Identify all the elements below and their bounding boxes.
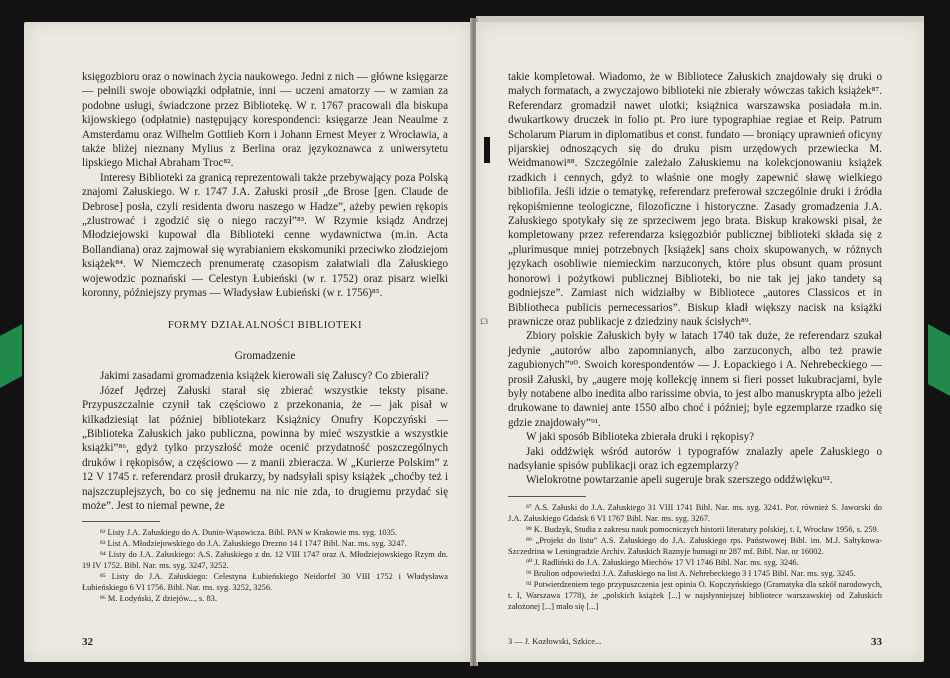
green-edge-left — [0, 324, 22, 388]
gutter-note: £3 — [480, 317, 488, 326]
left-paragraph-1: księgozbioru oraz o nowinach życia naukowego. Jedni z nich — główne księgarze — pełnili swoje obowiązki odpłatnie, inni — uczeni amatorzy — w zamian za podobne usługi, świadczone przez Bibliotekę. W r. 1767 pracowali dla biskupa kijowskiego (odpłatnie) następujący korespondenci: księgarze Jean Neaulme z Amsterdamu oraz Wilhelm Gottlieb Korn i Johann Ernest Meyer z Wrocławia, a także bliżej nieznany Mylius z Berlina oraz językoznawca z uniwersytetu lipskiego Michał Abraham Troc⁸². — [82, 71, 448, 170]
green-edge-right — [928, 324, 950, 396]
footnote-85: ⁸⁵ Listy do J.A. Załuskiego: Celestyna Łubieńskiego Neidorfel 30 VIII 1752 i Władysława Łubieńskiego 6 VI 1756. Bibl. Nar. ms. syg. 3252, 3256. — [82, 572, 448, 593]
footnote-90: ⁹⁰ J. Radliński do J.A. Załuskiego Miechów 17 VI 1746 Bibl. Nar. ms. syg. 3246. — [526, 557, 799, 567]
footnote-82: ⁸² Listy J.A. Załuskiego do A. Dunin-Wąsowicza. Bibl. PAN w Krakowie ms. syg. 1035. — [100, 528, 398, 538]
left-paragraph-2: Interesy Biblioteki za granicą reprezentowali także przebywający poza Polską znajomi Załuskiego. W r. 1747 J.A. Załuski prosił „de Brose [gen. Claude de Debrose] posła, czyli residenta dworu naszego w Hadze”, ażeby pewien rękopis „zlustrować i zgodzić się o niego raczył”⁸³. W Rzymie ksiądz Andrzej Młodziejowski kupował dla Biblioteki cenne wydawnictwa (m.in. Acta Bollandiana) oraz zajmował się wyrabianiem ekskomuniki przeciwko złodziejom książek⁸⁴. W Niemczech prenumeratę czasopism załatwiali dla Załuskiego wojewodzic poznański — Celestyn Łubieński (w r. 1752) oraz pisarz wielki koronny, późniejszy prymas — Władysław Łubieński (w r. 1756)⁸⁵. — [82, 171, 448, 300]
footnote-rule — [82, 521, 160, 522]
subsection-title: Gromadzenie — [234, 349, 296, 362]
left-paragraph-4: Józef Jędrzej Załuski starał się zbierać wszystkie teksty pisane. Przypuszczalnie czynił tak częściowo z przekonania, że — jak pisał w kilkadziesiąt lat później bibliotekarz Książnicy Onufry Kopczyński — „Biblioteka Załuskich jako publiczna, powinna by mieć wszystkie a wszystkie książki”⁸⁶, gdyż tylko przyszłość może ocenić przydatność poszczególnych druków i rękopisów, a częściowo — z manii zbieracza. W „Kurierze Polskim” z 12 V 1745 r. referendarz prosił drukarzy, by nadsyłali spisy książek „choćby też i najszczuplejszych, bo co się jednemu na nic nie zda, to drugiemu przydać się może”. Jest to niemal pewne, że — [82, 384, 448, 512]
section-title: FORMY DZIAŁALNOŚCI BIBLIOTEKI — [167, 319, 363, 331]
right-paragraph-3: W jaki sposób Biblioteka zbierała druki i rękopisy? — [526, 431, 755, 444]
footnote-rule — [508, 496, 586, 497]
left-text-column — [82, 70, 448, 604]
footnote-83: ⁸³ List A. Młodziejowskiego do J.A. Załuskiego Drezno 14 I 1747 Bibl. Nar. ms. syg. 3247. — [100, 539, 407, 549]
left-page — [24, 22, 472, 662]
right-footnotes — [508, 502, 882, 612]
footnote-91: ⁹¹ Brulion odpowiedzi J.A. Załuskiego na list A. Nehrebeckiego 3 I 1745 Bibl. Nar. ms. syg. 3245. — [526, 568, 856, 578]
footnote-89: ⁸⁹ „Projekt do listu” A.S. Załuskiego do J.A. Załuskiego rps. Państwowej Bibl. im. M.J. Sałtykowa-Szczedrina w Leningradzie Archiv. Załuskich Raznyje bumagi nr 287 mf. Bibl. Nar. nr 16002. — [508, 535, 882, 556]
right-paragraph-5: Wielokrotne powtarzanie apeli sugeruje brak szerszego oddźwięku⁹². — [526, 474, 833, 487]
right-page — [476, 22, 924, 662]
right-paragraph-4: Jaki oddźwięk wśród autorów i typografów znalazły apele Załuskiego o nadsyłanie spisów publikacji oraz ich egzemplarzy? — [508, 445, 882, 472]
right-paragraph-1: takie kompletował. Wiadomo, że w Bibliotece Załuskich znajdowały się druki o małych formatach, a zwyczajowo biblioteki nie zbierały wówczas takich książek⁸⁷. Referendarz gromadził nawet ulotki; książnica warszawska posiadała m.in. dwukartkowy druczek in folio pt. Pro iure typographiae regiae et Reip. Patrum Scholarum Piarum in diplomatibus et const. fundato — broniący uprawnień oficyny pijarskiej odnoszących się do druku pism urzędowych przewiecka M. Weidmanowi⁸⁸. Szczególnie zależało Załuskiemu na kolekcjonowaniu książek rzadkich i cennych, gdyż to właśnie one mogły zapewnić sławę wielkiego bibliofila. Jeśli idzie o tematykę, referendarz preferował szczególnie druki i źródła rękopiśmienne teologiczne, filozoficzne i historyczne. Zasady gromadzenia J.A. Załuskiego spotykały się ze sprzeciwem jego brata. Biskup krakowski pisał, że kompletowany przez referendarza księgozbiór publicznej biblioteki składa się z „plurimusque mniej potrzebnych [książek] sans choix skupowanych, w różnych językach osobliwie niemieckim narzuconych, które plus obsunt quam prosunt honorowi i pożytkowi publicznej Biblioteki, bo nie tak jej jako tandety są godniejsze”. Zamiast nich widziałby w Bibliotece „autores Classicos et in Bibliotheca publicis pernecessarios”. Biskup kładł większy nacisk na książki prawnicze oraz publikacje z dziedziny nauk ścisłych⁸⁹. — [508, 71, 882, 328]
footnote-84: ⁸⁴ Listy do J.A. Załuskiego: A.S. Załuskiego z dn. 12 VIII 1747 oraz A. Młodziejowskiego Rzym dn. 19 IV 1752. Bibl. Nar. ms. syg. 3247, 3252. — [82, 550, 448, 571]
footnote-86: ⁸⁶ M. Łodyński, Z dziejów..., s. 83. — [100, 594, 217, 604]
page-number-left: 32 — [82, 636, 93, 648]
page-number-right: 33 — [871, 636, 882, 648]
margin-mark — [484, 137, 490, 163]
left-paragraph-3: Jakimi zasadami gromadzenia książek kierowali się Załuscy? Co zbierali? — [100, 370, 429, 383]
left-footnotes — [82, 527, 448, 604]
footnote-92: ⁹² Potwierdzeniem tego przypuszczenia jest opinia O. Kopczyńskiego (Gramatyka dla szkół narodowych, t. I, Warszawa 1778), że „polskich książek [...] w najsłynniejszej bibliotece warszawskiej od Załuskich założonej [...] mało się [...] — [508, 579, 882, 611]
right-paragraph-2: Zbiory polskie Załuskich były w latach 1740 tak duże, że referendarz szukał jedynie „autorów albo zapomnianych, albo zarzuconych, albo też prawie zagubionych”⁹⁰. Swoich korespondentów — J. Łopackiego i A. Nehrebeckiego — prosił Załuski, by „augere moję kollekcję innem si fieri posset lukubracjami, byle były notabene albo inedita albo rarissime obvia, to jest albo manuskrypta albo jeżeli drukowane to dawniej ante 1550 albo choć i później; byle egzemplarze rzadko się gdzie znajdowały”⁹¹. — [508, 330, 882, 429]
footnote-88: ⁸⁸ K. Budzyk, Studia z zakresu nauk pomocniczych historii literatury polskiej, t. I, Wrocław 1956, s. 259. — [526, 524, 879, 534]
signature-mark: 3 — J. Kozłowski, Szkice... — [508, 637, 602, 646]
right-text-column — [508, 70, 882, 612]
footnote-87: ⁸⁷ A.S. Załuski do J.A. Załuskiego 31 VIII 1741 Bibl. Nar. ms. syg. 3241. Por. również S. Jaworski do J.A. Załuskiego Gdańsk 6 VI 1767 Bibl. Nar. ms. syg. 3267. — [508, 502, 882, 523]
